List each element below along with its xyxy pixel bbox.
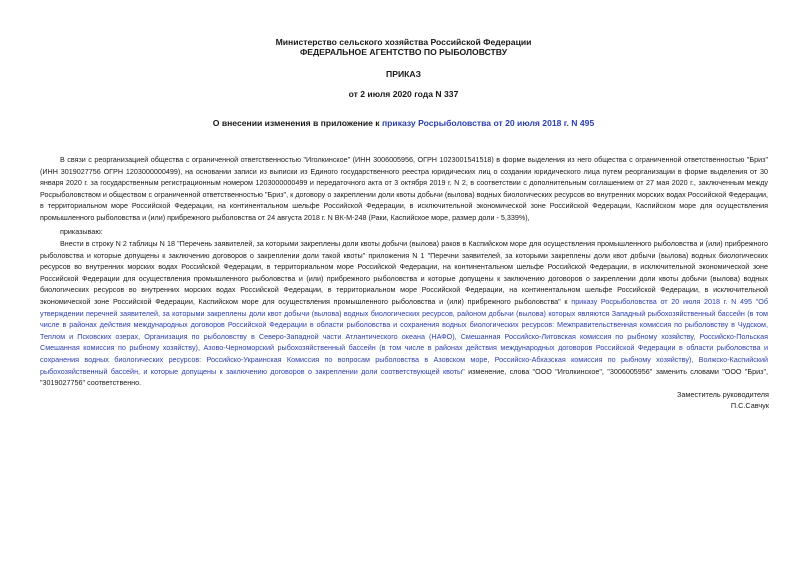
title-order-link[interactable]: приказу Росрыболовства от 20 июля 2018 г. N 495	[381, 118, 595, 128]
signatory-position: Заместитель руководителя	[676, 390, 769, 399]
title-text: О внесении изменения в приложение к	[212, 118, 382, 128]
order-paragraph	[40, 238, 768, 389]
order-text-end: изменение, слова "ООО "Иголкинское", "3006005956" заменить словами "ООО "Бриз", "3019027756" соответственно.	[40, 366, 768, 388]
order-word: приказываю:	[60, 227, 103, 236]
agency-name: ФЕДЕРАЛЬНОЕ АГЕНТСТВО ПО РЫБОЛОВСТВУ	[299, 47, 508, 57]
signatory-name: П.С.Савчук	[730, 401, 769, 410]
document-date-number: от 2 июля 2020 года N 337	[348, 89, 459, 99]
document-title	[0, 118, 807, 128]
order-text-start: Внести в строку N 2 таблицы N 18 "Перечень заявителей, за которыми закреплены доли квоты добычи (вылова) раков в Каспийском море для осуществления промышленного рыболовства и (или) прибрежного рыболовства и которые допущены к заключению договоров о закреплении доли такой квоты" приложения N 1 "Перечни заявителей, за которыми закреплены доли квот добычи (вылова) водных биологических ресурсов во внутренних морских водах Российской Федерации, в территориальном море Российской Федерации, на континентальном шельфе Российской Федерации, в исключительной экономической зоне Российской Федерации для осуществления промышленного рыболовства и (или) прибрежного рыболовства и которые допущены к заключению договоров о закреплении доли квоты добычи (вылова) водных биологических ресурсов во внутренних морских водах Российской Федерации, в территориальном море Российской Федерации, на континентальном шельфе Российской Федерации, в исключительной экономической зоне Российской Федерации, Каспийском море для осуществления промышленного рыболовства и (или) прибрежного рыболовства" к	[40, 239, 768, 306]
ministry-name: Министерство сельского хозяйства Российской Федерации	[275, 37, 532, 47]
preamble-paragraph: В связи с реорганизацией общества с ограниченной ответственностью "Иголкинское" (ИНН 3006005956, ОГРН 1023001541518) в форме выделения из него общества с ограниченной ответственностью "Бриз" (ИНН 3019027756 ОГРН 1203000000499), на основании записи из выписки из Единого государственного реестра юридических лиц о создании юридического лица путем реорганизации в форме выделения от 30 января 2020 г. за государственным регистрационным номером 1203000000499 и передаточного акта от 3 октября 2019 г. N 2, в соответствии с дополнительным соглашением от 27 мая 2020 г., заключенным между Росрыболовством и обществом с ограниченной ответственностью "Бриз", к договору о закреплении доли квоты добычи (вылова) водных биологических ресурсов во внутренних морских водах Российской Федерации, в территориальном море Российской Федерации, на континентальном шельфе Российской Федерации, в исключительной экономической зоне Российской Федерации, Каспийском море для осуществления промышленного рыболовства и (или) прибрежного рыболовства от 24 августа 2018 г. N ВК-М-248 (Раки, Каспийское море, размер доли - 5,339%),	[40, 155, 768, 222]
order-reference-link[interactable]: приказу Росрыболовства от 20 июля 2018 г. N 495 "Об утверждении перечней заявителей, за которыми закреплены доли квот добычи (вылова) водных биологических ресурсов, районом добычи (вылова) которых являются Западный рыбохозяйственный бассейн (в том числе в районах действия международных договоров Российской Федерации в области рыболовства и сохранения водных биологических ресурсов: Межправительственная комиссия по рыболовству в Чудском, Теплом и Псковских озерах, Организация по рыболовству в Северо-Западной части Атлантического океана (НАФО), Смешанная Российско-Литовская комиссия по рыбному хозяйству, Российско-Польская Смешанная комиссия по рыбному хозяйству), Азово-Черноморский рыбохозяйственный бассейн (в том числе в районах действия международных договоров Российской Федерации в области рыболовства и сохранения водных биологических ресурсов: Российско-Украинская Комиссия по вопросам рыболовства в Азовском море, Российско-Абхазская комиссия по рыбному хозяйству), Волжско-Каспийский рыбохозяйственный бассейн, и которые допущены к заключению договоров о закреплении доли соответствующей квоты"	[40, 296, 768, 376]
document-type: ПРИКАЗ	[386, 69, 421, 79]
